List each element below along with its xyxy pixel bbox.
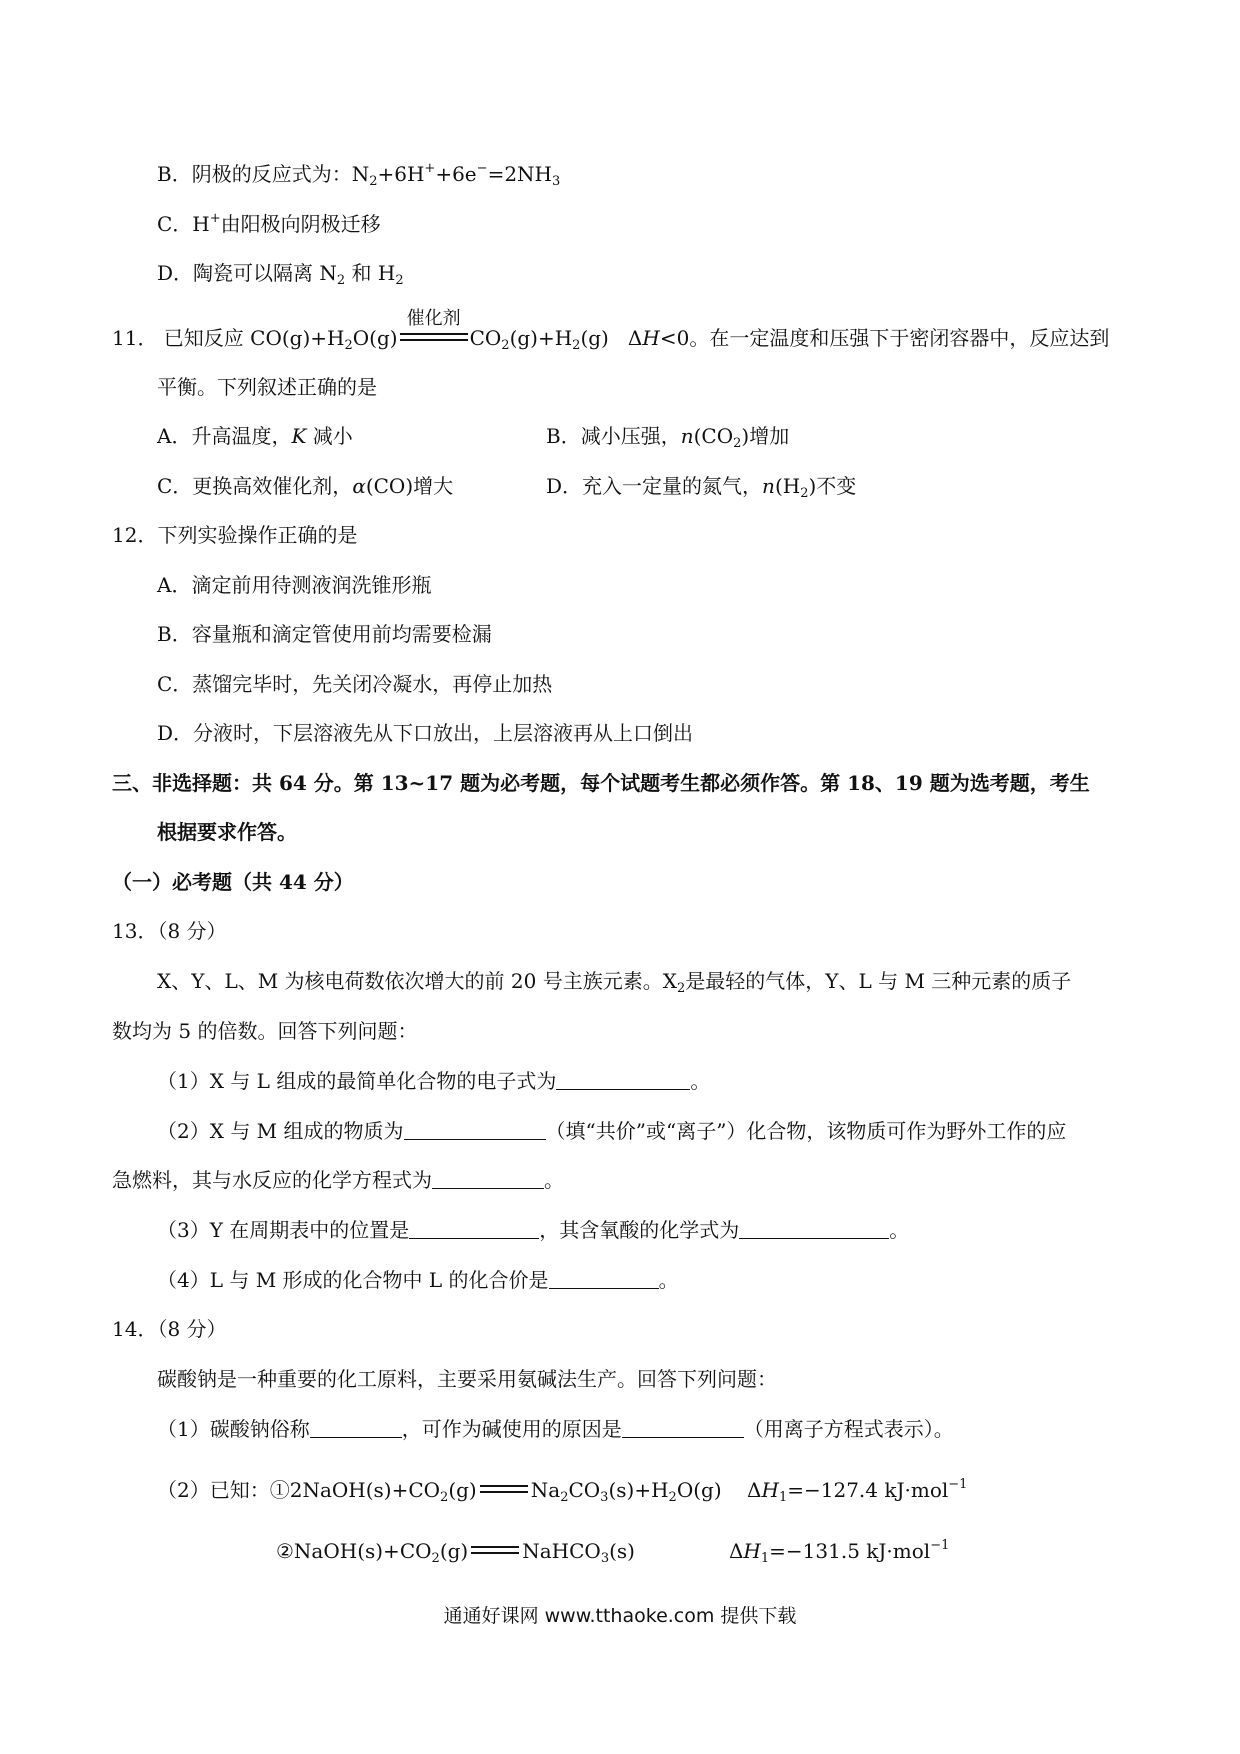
q11-stem-line1: 11． 已知反应 $CO(g)+H_2O(g)$ 催化剂 $CO_2(g)+H_2(g)$ ΔH<0。在一定温度和压强下于密闭容器中，反应达到 — [112, 324, 1109, 352]
equals-sign — [471, 1546, 519, 1554]
answer-blank[interactable] — [409, 1218, 539, 1239]
answer-blank[interactable] — [432, 1168, 544, 1189]
catalyst-label: 催化剂 — [406, 308, 461, 329]
q11-option-b: B．减小压强，$n(CO_2)$增加 — [546, 424, 790, 451]
catalyst-arrow — [400, 308, 468, 341]
q11-stem-line2: 平衡。下列叙述正确的是 — [157, 375, 377, 399]
q13-header: 13．（8 分） — [112, 919, 227, 943]
q10-option-d: D．陶瓷可以隔离 $N_2$ 和 $H_2$ — [157, 261, 404, 288]
q14-equation-2: $②NaOH(s)+CO_2(g)$ NaHCO$_3$(s) $\Delta H_1=-131.5$ kJ·mol$^{-1}$ — [276, 1538, 950, 1566]
section3-subheading: （一）必考题（共 44 分） — [112, 870, 354, 894]
q12-option-b: B．容量瓶和滴定管使用前均需要检漏 — [157, 622, 492, 646]
q12-option-a: A．滴定前用待测液润洗锥形瓶 — [157, 573, 432, 597]
q13-part2: （2）X 与 M 组成的物质为 （填“共价”或“离子”）化合物，该物质可作为野外工作的应 — [157, 1119, 1067, 1143]
q14-intro: 碳酸钠是一种重要的化工原料，主要采用氨碱法生产。回答下列问题： — [157, 1367, 777, 1391]
q12-stem-text: 下列实验操作正确的是 — [157, 523, 358, 547]
q13-intro-line2: 数均为 5 的倍数。回答下列问题： — [112, 1019, 418, 1043]
q14-header: 14．（8 分） — [112, 1317, 227, 1341]
answer-blank[interactable] — [310, 1417, 402, 1438]
q13-intro-line1: X、Y、L、M 为核电荷数依次增大的前 20 号主族元素。$X_2$是最轻的气体，Y、L 与 M 三种元素的质子 — [157, 969, 1072, 996]
q10-option-b: B．阴极的反应式为：$N_2+6H^++6e^-=2NH_3$ — [157, 161, 561, 189]
q12-option-c: C．蒸馏完毕时，先关闭冷凝水，再停止加热 — [157, 672, 553, 696]
q12-option-d: D．分液时，下层溶液先从下口放出，上层溶液再从上口倒出 — [157, 721, 694, 745]
q11-option-c: C．更换高效催化剂，α(CO)增大 — [157, 474, 454, 498]
section3-heading-line2: 根据要求作答。 — [157, 820, 297, 844]
q11-option-d: D．充入一定量的氮气，$n(H_2)$不变 — [546, 474, 857, 501]
answer-blank[interactable] — [739, 1218, 889, 1239]
section3-heading-line1: 三、非选择题：共 64 分。第 13~17 题为必考题，每个试题考生都必须作答。第 18、19 题为选考题，考生 — [112, 771, 1090, 795]
q13-part1: （1）X 与 L 组成的最简单化合物的电子式为 。 — [157, 1069, 711, 1093]
q13-part4: （4）L 与 M 形成的化合物中 L 的化合价是 。 — [157, 1268, 679, 1292]
page-footer: 通通好课网 www.tthaoke.com 提供下载 — [443, 1605, 797, 1627]
q14-equation-1: （2）已知：$①2NaOH(s)+CO_2(g)$ $Na_2CO_3(s)+H_2O(g)$ $\Delta H_1=-127.4$ kJ·mol$^{-1}$ — [157, 1477, 968, 1505]
q11-option-a: A．升高温度，K 减小 — [157, 424, 353, 448]
answer-blank[interactable] — [404, 1119, 546, 1140]
q13-part3: （3）Y 在周期表中的位置是 ，其含氧酸的化学式为 。 — [157, 1218, 910, 1242]
q13-part2-cont: 急燃料，其与水反应的化学方程式为 。 — [112, 1168, 564, 1192]
q12-number: 12． — [112, 523, 158, 547]
q14-part1: （1）碳酸钠俗称 ，可作为碱使用的原因是 （用离子方程式表示）。 — [157, 1417, 954, 1441]
q10-option-c: C．H+由阳极向阴极迁移 — [157, 211, 381, 236]
equals-sign — [480, 1485, 528, 1493]
answer-blank[interactable] — [622, 1417, 744, 1438]
answer-blank[interactable] — [549, 1268, 659, 1289]
q12-stem — [112, 521, 357, 549]
answer-blank[interactable] — [556, 1069, 690, 1090]
